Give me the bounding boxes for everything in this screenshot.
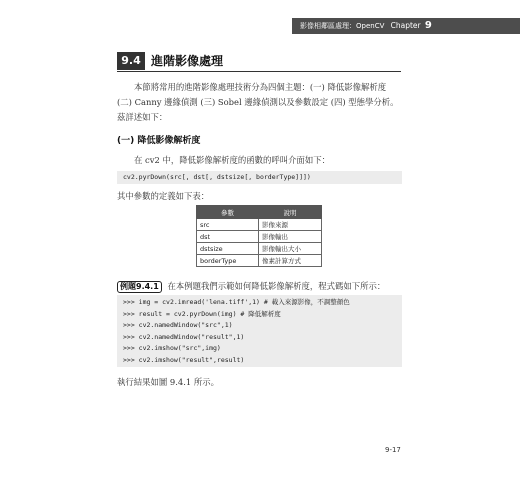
section-title: 進階影像處理 bbox=[151, 54, 224, 68]
section-heading bbox=[117, 52, 401, 70]
code-line: >>> cv2.namedWindow("src",1) bbox=[123, 321, 233, 329]
table-row bbox=[197, 231, 322, 243]
table-cell-param: dst bbox=[197, 231, 259, 243]
code-line: >>> img = cv2.imread('lena.tiff',1) # 載入來源影像，不調整顏色 bbox=[123, 298, 350, 306]
function-signature: cv2.pyrDown(src[, dst[, dstsize[, borderType]]]) bbox=[123, 173, 311, 181]
table-row bbox=[197, 243, 322, 255]
page-number: 9-17 bbox=[385, 446, 401, 454]
header-breadcrumb: 影像相鄰區處理：OpenCV bbox=[300, 22, 385, 30]
table-header-row bbox=[197, 206, 322, 219]
function-signature-box bbox=[117, 171, 402, 184]
example-code-box bbox=[117, 295, 402, 367]
table-cell-param: src bbox=[197, 219, 259, 231]
section-number-badge: 9.4 bbox=[117, 52, 145, 70]
section-divider bbox=[117, 71, 401, 72]
intro-paragraph bbox=[117, 80, 402, 125]
table-header-desc: 說明 bbox=[259, 206, 322, 219]
intro-text: 本節將常用的進階影像處理技術分為四個主題：(一) 降低影像解析度 (二) Canny 邊緣偵測 (三) Sobel 邊緣偵測以及參數設定 (四) 型態學分析。茲詳述如下： bbox=[117, 82, 399, 122]
table-header-param: 參數 bbox=[197, 206, 259, 219]
subsection-heading: (一) 降低影像解析度 bbox=[117, 136, 201, 146]
table-cell-param: dstsize bbox=[197, 243, 259, 255]
chapter-header-bar bbox=[292, 18, 520, 34]
code-line: >>> cv2.imshow("result",result) bbox=[123, 355, 245, 364]
code-line: >>> cv2.namedWindow("result",1) bbox=[123, 332, 245, 341]
header-chapter-number: 9 bbox=[424, 20, 432, 31]
result-text: 執行結果如圖 9.4.1 所示。 bbox=[117, 377, 220, 387]
parameter-table bbox=[196, 205, 322, 267]
table-row bbox=[197, 255, 322, 267]
example-tag: 例題9.4.1 bbox=[117, 281, 162, 293]
params-intro-text: 其中參數的定義如下表： bbox=[117, 191, 210, 201]
table-cell-desc: 影像來源 bbox=[259, 219, 322, 231]
table-cell-desc: 像素計算方式 bbox=[259, 255, 322, 267]
table-cell-desc: 影像輸出大小 bbox=[259, 243, 322, 255]
example-intro bbox=[117, 280, 385, 293]
header-chapter-label: Chapter bbox=[390, 21, 421, 30]
code-line: >>> result = cv2.pyrDown(img) # 降低解析度 bbox=[123, 309, 281, 318]
code-line: >>> cv2.imshow("src",img) bbox=[123, 344, 221, 352]
table-row bbox=[197, 219, 322, 231]
function-intro-text: 在 cv2 中，降低影像解析度的函數的呼叫介面如下： bbox=[134, 155, 330, 165]
example-text: 在本例題我們示範如何降低影像解析度，程式碼如下所示： bbox=[167, 281, 386, 291]
table-cell-desc: 影像輸出 bbox=[259, 231, 322, 243]
table-cell-param: borderType bbox=[197, 255, 259, 267]
